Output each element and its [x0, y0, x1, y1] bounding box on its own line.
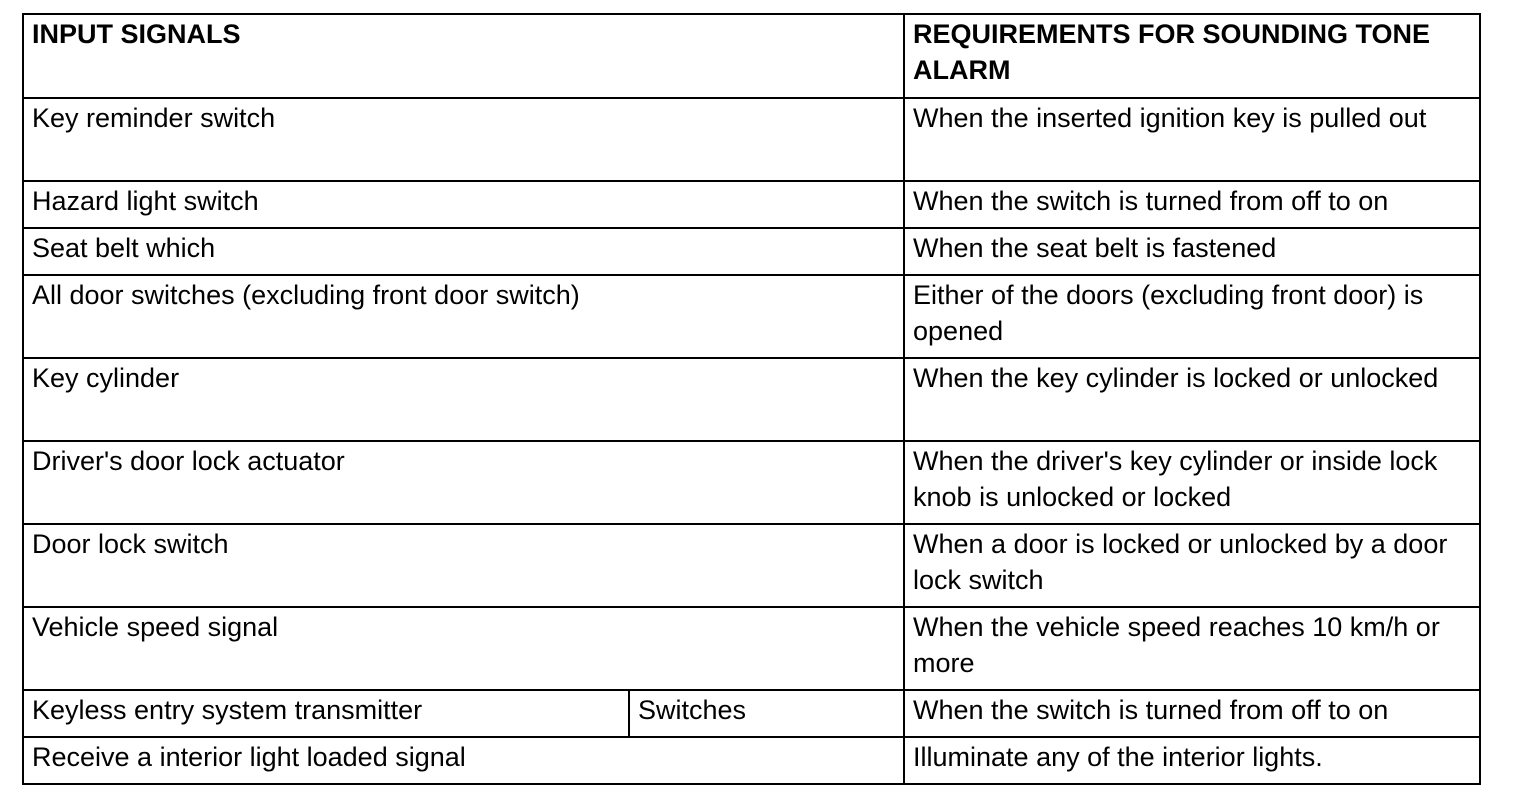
input-signals-table — [22, 13, 1481, 785]
requirement-cell: Illuminate any of the interior lights. — [904, 737, 1480, 784]
table-row — [23, 275, 1480, 358]
input-signal-cell: Door lock switch — [23, 524, 904, 607]
requirement-cell: When the seat belt is fastened — [904, 228, 1480, 275]
table-row — [23, 524, 1480, 607]
table-row — [23, 228, 1480, 275]
input-signal-cell: Hazard light switch — [23, 181, 904, 228]
requirement-cell: When a door is locked or unlocked by a door lock switch — [904, 524, 1480, 607]
input-signal-cell: Key cylinder — [23, 358, 904, 441]
input-signal-cell: Keyless entry system transmitter — [23, 690, 629, 737]
sub-signal-cell: Switches — [629, 690, 904, 737]
table-row — [23, 441, 1480, 524]
requirement-cell: Either of the doors (excluding front door) is opened — [904, 275, 1480, 358]
input-signal-cell: Seat belt which — [23, 228, 904, 275]
requirement-cell: When the switch is turned from off to on — [904, 181, 1480, 228]
table-header-row — [23, 14, 1480, 98]
input-signal-cell: Key reminder switch — [23, 98, 904, 181]
input-signal-cell: Receive a interior light loaded signal — [23, 737, 904, 784]
requirement-cell: When the switch is turned from off to on — [904, 690, 1480, 737]
header-input-signals: INPUT SIGNALS — [23, 14, 904, 98]
input-signal-cell: Driver's door lock actuator — [23, 441, 904, 524]
header-requirements: REQUIREMENTS FOR SOUNDING TONE ALARM — [904, 14, 1480, 98]
table-row — [23, 737, 1480, 784]
requirement-cell: When the key cylinder is locked or unlocked — [904, 358, 1480, 441]
requirement-cell: When the inserted ignition key is pulled out — [904, 98, 1480, 181]
requirement-cell: When the driver's key cylinder or inside lock knob is unlocked or locked — [904, 441, 1480, 524]
table-row — [23, 607, 1480, 690]
table-row — [23, 181, 1480, 228]
input-signal-cell: Vehicle speed signal — [23, 607, 904, 690]
requirement-cell: When the vehicle speed reaches 10 km/h or more — [904, 607, 1480, 690]
table-row — [23, 690, 1480, 737]
input-signal-cell: All door switches (excluding front door switch) — [23, 275, 904, 358]
table-row — [23, 98, 1480, 181]
table-row — [23, 358, 1480, 441]
